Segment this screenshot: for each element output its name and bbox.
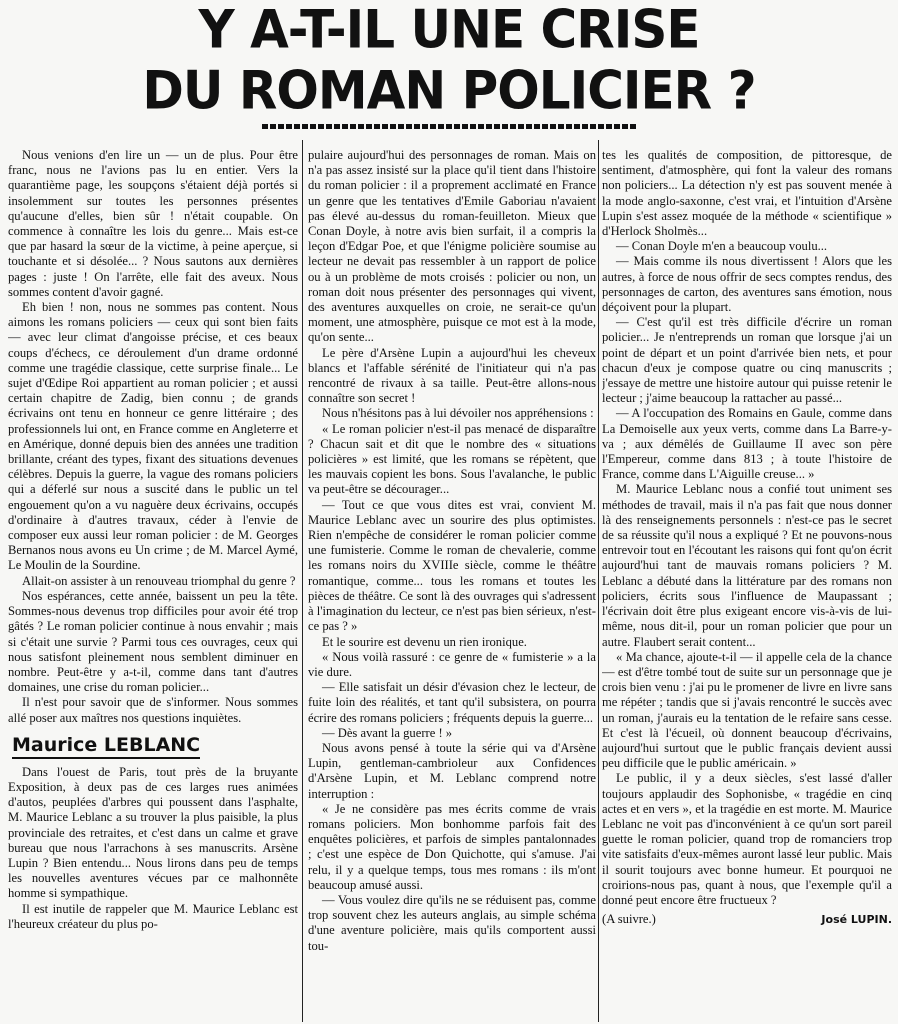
paragraph: — Dès avant la guerre ! » bbox=[322, 725, 453, 740]
column-divider-2 bbox=[598, 140, 599, 1022]
paragraph: Nous n'hésitons pas à lui dévoiler nos appréhensions : bbox=[322, 406, 594, 421]
paragraph: « Je ne considère pas mes écrits comme de vrais romans policiers. Mon bonhomme parfois fait des enquêtes policières, et parfois de simples pantalonnades ; c'est une espèce de Don Quichotte, qui s'amuse. J'ai relu, il y a quelque temps, tous mes romans : ils m'ont beaucoup amusé aussi. bbox=[308, 801, 596, 892]
paragraph: — Elle satisfait un désir d'évasion chez le lecteur, de fuite loin des réalités, et tant qu'il subsistera, on pourra écrire des romans policiers ; fréquents depuis la guerre... bbox=[308, 680, 596, 725]
paragraph: — Mais comme ils nous divertissent ! Alors que les autres, à force de nous offrir de secs comptes rendus, des personnages de carton, des aventures sans émotion, nous déçoivent pour la plupart. bbox=[602, 254, 892, 315]
author-signature: José LUPIN. bbox=[821, 913, 892, 927]
paragraph: « Nous voilà rassuré : ce genre de « fumisterie » a la vie dure. bbox=[308, 649, 596, 679]
paragraph: — Vous voulez dire qu'ils ne se réduisent pas, comme trop souvent chez les auteurs anglais, au simple schéma d'une aventure policière, mais qu'ils comportent aussi tou- bbox=[308, 892, 596, 953]
to-be-continued: (A suivre.) bbox=[602, 912, 656, 927]
article-footer bbox=[602, 912, 892, 927]
headline bbox=[0, 0, 898, 121]
paragraph: Nos espérances, cette année, baissent un peu la tête. Sommes-nous devenus trop difficiles pour avoir été trop gâtés ? Le roman policier continue à nous envahir ; mais si c'était une survie ? Parmi tous ces ouvrages, ceux qui nous satisfont pleinement nous semblent diminuer en nombre. Peut-être y a-t-il, comme dans tant d'autres domaines, une crise du roman policier... bbox=[8, 588, 298, 695]
paragraph: tes les qualités de composition, de pittoresque, de sentiment, d'atmosphère, qui font la valeur des romans non policiers... La détection n'y est pas souvent menée à la mode anglo-saxonne, c'est vrai, et l'intuition d'Arsène Lupin s'est assez moquée de la méthode « scientifique » d'Herlock Sholmès... bbox=[602, 148, 892, 239]
paragraph: — C'est qu'il est très difficile d'écrire un roman policier... Je n'entreprends un roman que lorsque j'ai un point de départ et un point d'arrivée bien nets, et pour chacun d'eux je compose quatre ou cinq manuscrits ; j'essaye de mettre une histoire autour qui puisse retenir le lecteur ; j'aime beaucoup la rattacher au passé... bbox=[602, 315, 892, 406]
column-3 bbox=[602, 148, 892, 1022]
paragraph: Eh bien ! non, nous ne sommes pas content. Nous aimons les romans policiers — ceux qui sont bien faits — avec leur climat d'angoisse précise, et ces beaux coups d'échecs, ce déroulement d'un drame ordonné comme une tragédie classique, cette surprise finale... Le sujet d'Œdipe Roi appartient au roman policier ; et aussi certain chapitre de Zadig, bien connu ; de grands écrivains ont tenu en honneur ce genre littéraire ; des professionnels lui ont, en France comme en Angleterre et en Amérique, donné depuis bien des années une tradition brillante, créant des types, fixant des situations devenues célèbres. Depuis la guerre, la vague des romans policiers qui a déferlé sur nous a suscité dans le public un tel engouement qu'on a vu naguère deux écrivains, occupés d'ordinaire à d'autres travaux, céder à l'envie de composer eux aussi leur roman policier : de M. Georges Bernanos nous avons eu Un crime ; de M. Marcel Aymé, Le Moulin de la Sourdine. bbox=[8, 300, 298, 573]
paragraph: Et le sourire est devenu un rien ironique. bbox=[322, 634, 527, 649]
column-1 bbox=[8, 148, 298, 1022]
paragraph: pulaire aujourd'hui des personnages de roman. Mais on n'a pas assez insisté sur la place qu'il tient dans l'histoire du roman policier : il a proprement acclimaté en France un genre que les tentatives d'Emile Gaboriau n'avaient pas élevé au-dessus du roman-feuilleton. Mieux que Conan Doyle, à notre avis bien surfait, il a compris la leçon d'Edgar Poe, et que l'énigme policière soumise au lecteur ne devait pas ressembler à un rapport de police ou à un problème de mots croisés : policier ou non, un roman doit nous présenter des personnages qui vivent, des aventures auxquelles on croie, ne serait-ce qu'un moment, une atmosphère, puisque ce mot est à la mode, qu'on sente... bbox=[308, 148, 596, 345]
headline-line-2: DU ROMAN POLICIER ? bbox=[142, 60, 756, 121]
column-2 bbox=[308, 148, 596, 1022]
paragraph: Le père d'Arsène Lupin a aujourd'hui les cheveux blancs et l'affable sérénité de l'initiateur qui n'a pas rencontré de rivaux à sa taille. Peut-être allons-nous connaître son secret ! bbox=[308, 345, 596, 406]
paragraph: Nous avons pensé à toute la série qui va d'Arsène Lupin, gentleman-cambrioleur aux Confidences d'Arsène Lupin, et M. Leblanc comprend notre interruption : bbox=[308, 740, 596, 801]
paragraph: — A l'occupation des Romains en Gaule, comme dans La Demoiselle aux yeux verts, comme dans La Barre-y-va ; aux démêlés de Guillaume II avec son père l'Empereur, comme dans 813 ; à toute l'histoire de France, comme dans L'Aiguille creuse... » bbox=[602, 406, 892, 482]
headline-line-1: Y A-T-IL UNE CRISE bbox=[198, 0, 700, 60]
paragraph: « Ma chance, ajoute-t-il — il appelle cela de la chance — est d'être tombé tout de suite sur un personnage que je crois bien venu : j'ai pu le promener de livre en livre sans me répéter ; tandis que si j'avais rencontré le succès avec un roman, j'aurais eu la tentation de le refaire sans cesse. Et c'est là l'écueil, où donnent beaucoup d'écrivains, aujourd'hui surtout que le public français devient aussi peu difficile que le public américain. » bbox=[602, 649, 892, 771]
paragraph: Il est inutile de rappeler que M. Maurice Leblanc est l'heureux créateur du plus po- bbox=[8, 901, 298, 931]
paragraph: Allait-on assister à un renouveau triomphal du genre ? bbox=[22, 573, 296, 588]
paragraph: Le public, il y a deux siècles, s'est lassé d'aller toujours applaudir des Sophonisbe, « tragédie en cinq actes et en vers », et la tragédie en est morte. M. Maurice Leblanc ne voit pas d'inconvénient à ce qu'un sort pareil guette le roman policier, quand trop de romanciers trop vite satisfaits d'eux-mêmes auront lassé leur public. Mais il sourit toujours avec bonne humeur. Et pourquoi ne croirions-nous pas, quant à nous, que l'exemple qu'il a donné peut encore être fructueux ? bbox=[602, 771, 892, 907]
paragraph: M. Maurice Leblanc nous a confié tout uniment ses méthodes de travail, mais il n'a pas fait que nous donner là des renseignements personnels : n'est-ce pas le secret de sa réussite qu'il nous a expliqué ? Et ne pouvons-nous entrevoir tout en l'écoutant les raisons qui font qu'on écrit aujourd'hui tant de mauvais romans policiers ? M. Leblanc a débuté dans la littérature par des romans non policiers, écrits sous l'influence de Maupassant ; l'écrivain doit être plus exigeant encore vis-à-vis de lui-même, nous dit-il, pour un roman policier que pour un autre. Flaubert serait content... bbox=[602, 482, 892, 649]
paragraph: Il n'est pour savoir que de s'informer. Nous sommes allé poser aux maîtres nos questions inquiètes. bbox=[8, 695, 298, 725]
paragraph: Dans l'ouest de Paris, tout près de la bruyante Exposition, à deux pas de ces larges rues animées d'autos, peuplées d'arbres qui poussent dans l'asphalte, M. Maurice Leblanc a su trouver la plus paisible, la plus provinciale des retraites, et c'est dans un calme et grave bureau que nous l'arrachons à ses manuscrits. Arsène Lupin ? Bien entendu... Nous lirons dans peu de temps les nouvelles aventures vécues par ce malhonnête homme si sympathique. bbox=[8, 764, 298, 901]
paragraph: Nous venions d'en lire un — un de plus. Pour être franc, nous ne l'avions pas lu en entier. Vers la quarantième page, les soupçons s'étaient déjà portés si insolemment sur toutes les personnes présentes qu'aucune d'elles, bien sûr ! n'était coupable. On commence à connaître les lois du genre... Mais est-ce que par hasard la sœur de la victime, à peine aperçue, si touchante et si désolée... ? Nous sautons aux dernières pages : juste ! On l'arrête, elle fait des aveux. Nous sommes content d'avoir gagné. bbox=[8, 148, 298, 299]
paragraph: « Le roman policier n'est-il pas menacé de disparaître ? Chacun sait et dit que le nombre des « situations policières » est limité, que les romans se répètent, que les mauvais copient les bons. Sous l'avalanche, le public va peut-être se décourager... bbox=[308, 421, 596, 497]
headline-rule bbox=[262, 124, 636, 129]
column-divider-1 bbox=[302, 140, 303, 1022]
paragraph: — Tout ce que vous dites est vrai, convient M. Maurice Leblanc avec un sourire des plus optimistes. Rien n'empêche de considérer le roman policier comme une fumisterie. Comme le roman de chevalerie, comme les romans noirs du XVIIIe siècle, comme le théâtre romantique, comme... tous les romans et toutes les pièces de théâtre. Ce sont là des ouvrages qui s'adressent à l'imagination du lecteur, ce n'est pas bien sérieux, n'est-ce pas ? » bbox=[308, 497, 596, 634]
section-heading: Maurice LEBLANC bbox=[12, 734, 200, 759]
paragraph: — Conan Doyle m'en a beaucoup voulu... bbox=[616, 239, 828, 254]
